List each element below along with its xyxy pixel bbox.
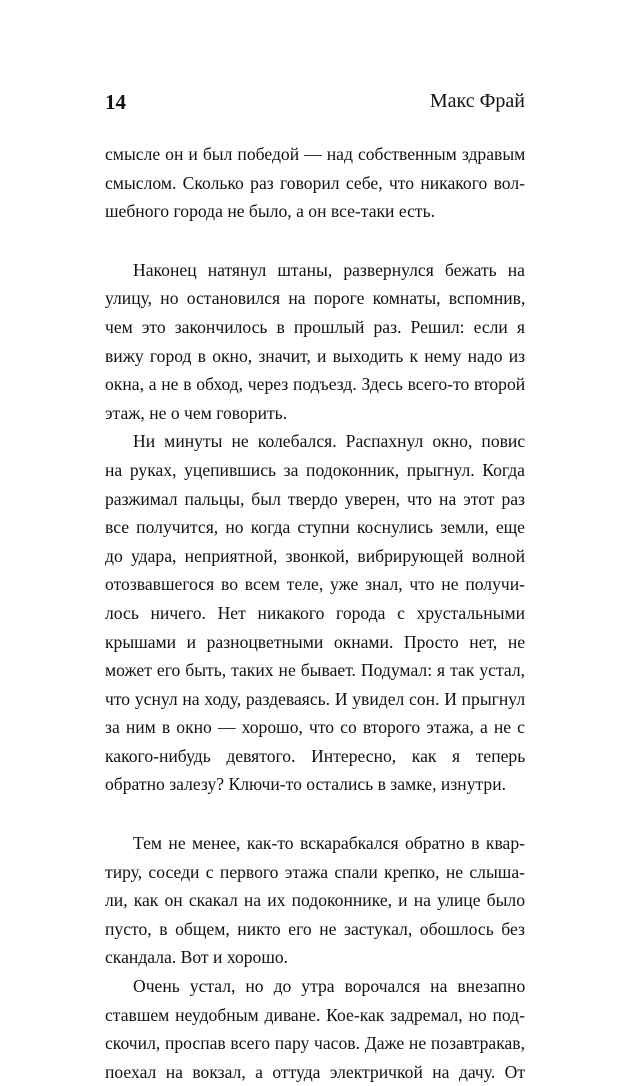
text-line: ставшем неудобным диване. Кое-как задремал, но под- [105, 1004, 525, 1025]
text-line: обратно залезу? Ключи-то остались в замке, изнутри. [105, 774, 507, 795]
text-line: пусто, в общем, никто его не застукал, обошлось без [105, 918, 525, 939]
text-line: скандала. Вот и хорошо. [105, 947, 289, 968]
text-line: лось ничего. Нет никакого города с хрустальными [105, 602, 525, 623]
text-line: Наконец натянул штаны, развернулся бежать на [133, 259, 525, 280]
text-line: скочил, проспав всего пару часов. Даже не позавтракав, [105, 1033, 525, 1054]
text-line: отозвавшегося во всем теле, уже знал, что не получи- [105, 574, 525, 595]
body-text [105, 140, 525, 1086]
text-line: на руках, уцепившись за подоконник, прыгнул. Когда [105, 459, 525, 480]
text-line: тиру, соседи с первого этажа спали крепко, не слыша- [105, 861, 525, 882]
text-line: за ним в окно — хорошо, что со второго этажа, а не с [105, 717, 525, 738]
text-line: смыслом. Сколько раз говорил себе, что никакого вол- [105, 172, 525, 193]
paragraph [105, 256, 525, 428]
running-title: Макс Фрай [429, 90, 525, 112]
text-line: все получится, но когда ступни коснулись земли, еще [105, 517, 525, 538]
text-line: поехал на вокзал, а оттуда электричкой на дачу. От [105, 1061, 526, 1082]
page-header [105, 90, 525, 120]
text-line: какого-нибудь девятого. Интересно, как я теперь [105, 745, 526, 766]
text-line: разжимал пальцы, был твердо уверен, что на этот раз [105, 488, 525, 509]
text-line: до удара, неприятной, звонкой, вибрирующей волной [105, 545, 525, 566]
text-line: смысле он и был победой — над собственным здравым [105, 144, 526, 164]
text-line: вижу город в окно, значит, и выходить к нему надо из [105, 345, 526, 366]
text-line: шебного города не было, а он все-таки есть. [105, 201, 436, 222]
text-line: Ни минуты не колебался. Распахнул окно, повис [133, 431, 526, 452]
text-line: Тем не менее, как-то вскарабкался обратно в квар- [133, 833, 525, 854]
text-line: окна, а не в обход, через подъезд. Здесь всего-то второй [105, 374, 526, 395]
text-line: этаж, не о чем говорить. [105, 402, 288, 423]
paragraph [105, 427, 525, 799]
paragraph [105, 972, 525, 1086]
text-line: улицу, но остановился на пороге комнаты, вспомнив, [105, 288, 526, 309]
text-line: может его быть, таких не бывает. Подумал: я так устал, [105, 660, 525, 681]
paragraph [105, 140, 525, 226]
text-line: ли, как он скакал на их подоконнике, и на улице было [105, 890, 525, 911]
text-line: крышами и разноцветными окнами. Просто нет, не [105, 631, 526, 652]
text-line: что уснул на ходу, раздеваясь. И увидел сон. И прыгнул [105, 688, 526, 709]
page-number: 14 [105, 90, 126, 114]
paragraph [105, 829, 525, 972]
text-line: Очень устал, но до утра ворочался на внезапно [133, 976, 526, 997]
text-line: чем это закончилось в прошлый раз. Решил: если я [105, 316, 525, 337]
